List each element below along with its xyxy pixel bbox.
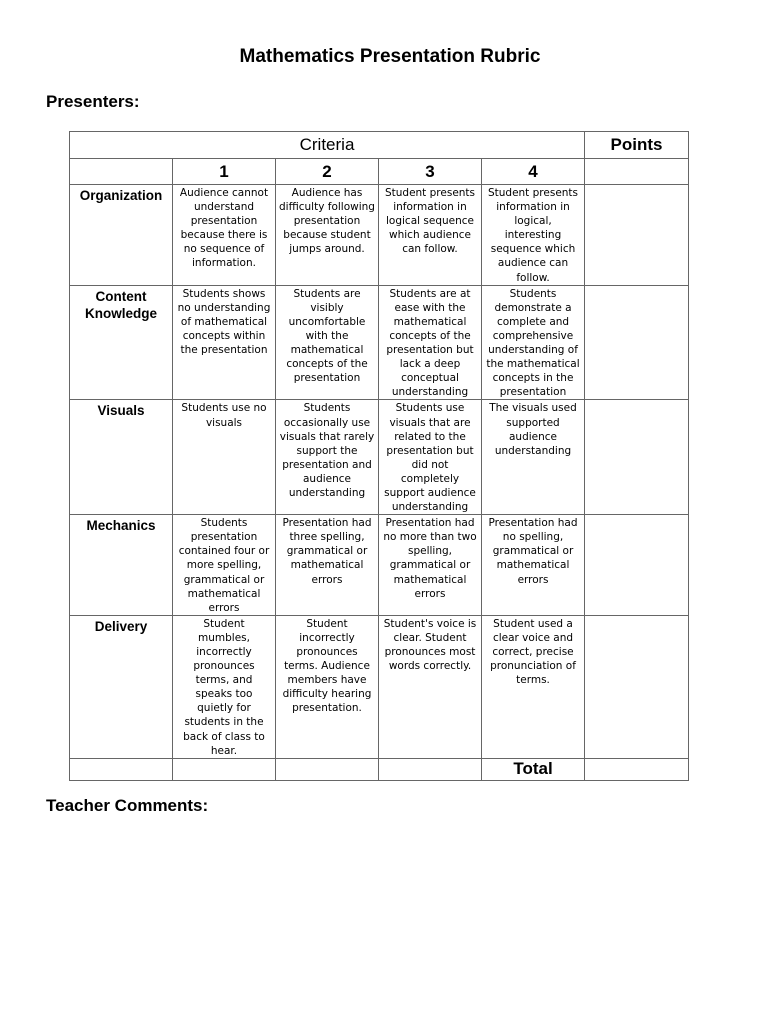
descriptor-cell: Student mumbles, incorrectly pronounces terms, and speaks too quietly for students in the back of class to hear. — [173, 615, 276, 758]
descriptor-cell: Students use visuals that are related to the presentation but did not completely support audience understanding — [379, 400, 482, 515]
table-row-organization — [70, 185, 689, 286]
total-label: Total — [482, 758, 585, 780]
descriptor-cell: Presentation had no more than two spelling, grammatical or mathematical errors — [379, 515, 482, 616]
points-cell — [585, 285, 689, 400]
level-header-row — [70, 159, 689, 185]
descriptor-cell: Students shows no understanding of mathematical concepts within the presentation — [173, 285, 276, 400]
criterion-name: Mechanics — [70, 515, 173, 616]
level-header-4: 4 — [482, 159, 585, 185]
blank-cell — [70, 758, 173, 780]
criterion-name: Organization — [70, 185, 173, 286]
descriptor-cell: Student incorrectly pronounces terms. Audience members have difficulty hearing presentation. — [276, 615, 379, 758]
table-row-visuals — [70, 400, 689, 515]
criteria-header: Criteria — [70, 132, 585, 159]
presenters-label: Presenters: — [46, 92, 140, 111]
level-header-2: 2 — [276, 159, 379, 185]
teacher-comments-label: Teacher Comments: — [46, 796, 209, 815]
table-row-content-knowledge — [70, 285, 689, 400]
blank-cell — [173, 758, 276, 780]
descriptor-cell: Presentation had no spelling, grammatical or mathematical errors — [482, 515, 585, 616]
level-header-1: 1 — [173, 159, 276, 185]
descriptor-cell: Student's voice is clear. Student pronounces most words correctly. — [379, 615, 482, 758]
descriptor-cell: Students use no visuals — [173, 400, 276, 515]
criterion-name: Visuals — [70, 400, 173, 515]
descriptor-cell: Presentation had three spelling, grammatical or mathematical errors — [276, 515, 379, 616]
rubric-table — [69, 131, 689, 781]
total-points-cell — [585, 758, 689, 780]
blank-cell — [379, 758, 482, 780]
criterion-name: Delivery — [70, 615, 173, 758]
criterion-name: Content Knowledge — [70, 285, 173, 400]
descriptor-cell: Students occasionally use visuals that rarely support the presentation and audience understanding — [276, 400, 379, 515]
table-header-row — [70, 132, 689, 159]
table-row-total — [70, 758, 689, 780]
descriptor-cell: Students presentation contained four or more spelling, grammatical or mathematical errors — [173, 515, 276, 616]
descriptor-cell: Student presents information in logical, interesting sequence which audience can follow. — [482, 185, 585, 286]
table-row-delivery — [70, 615, 689, 758]
level-header-3: 3 — [379, 159, 482, 185]
descriptor-cell: Students are visibly uncomfortable with the mathematical concepts of the presentation — [276, 285, 379, 400]
points-cell — [585, 185, 689, 286]
descriptor-cell: Student used a clear voice and correct, precise pronunciation of terms. — [482, 615, 585, 758]
points-cell — [585, 615, 689, 758]
points-header: Points — [585, 132, 689, 159]
blank-points-header-cell — [585, 159, 689, 185]
descriptor-cell: Student presents information in logical sequence which audience can follow. — [379, 185, 482, 286]
page-title: Mathematics Presentation Rubric — [239, 46, 541, 67]
blank-cell — [276, 758, 379, 780]
descriptor-cell: The visuals used supported audience understanding — [482, 400, 585, 515]
points-cell — [585, 515, 689, 616]
descriptor-cell: Students are at ease with the mathematical concepts of the presentation but lack a deep conceptual understanding — [379, 285, 482, 400]
descriptor-cell: Audience cannot understand presentation because there is no sequence of information. — [173, 185, 276, 286]
descriptor-cell: Audience has difficulty following presentation because student jumps around. — [276, 185, 379, 286]
points-cell — [585, 400, 689, 515]
table-row-mechanics — [70, 515, 689, 616]
blank-header-cell — [70, 159, 173, 185]
descriptor-cell: Students demonstrate a complete and comprehensive understanding of the mathematical concepts in the presentation — [482, 285, 585, 400]
